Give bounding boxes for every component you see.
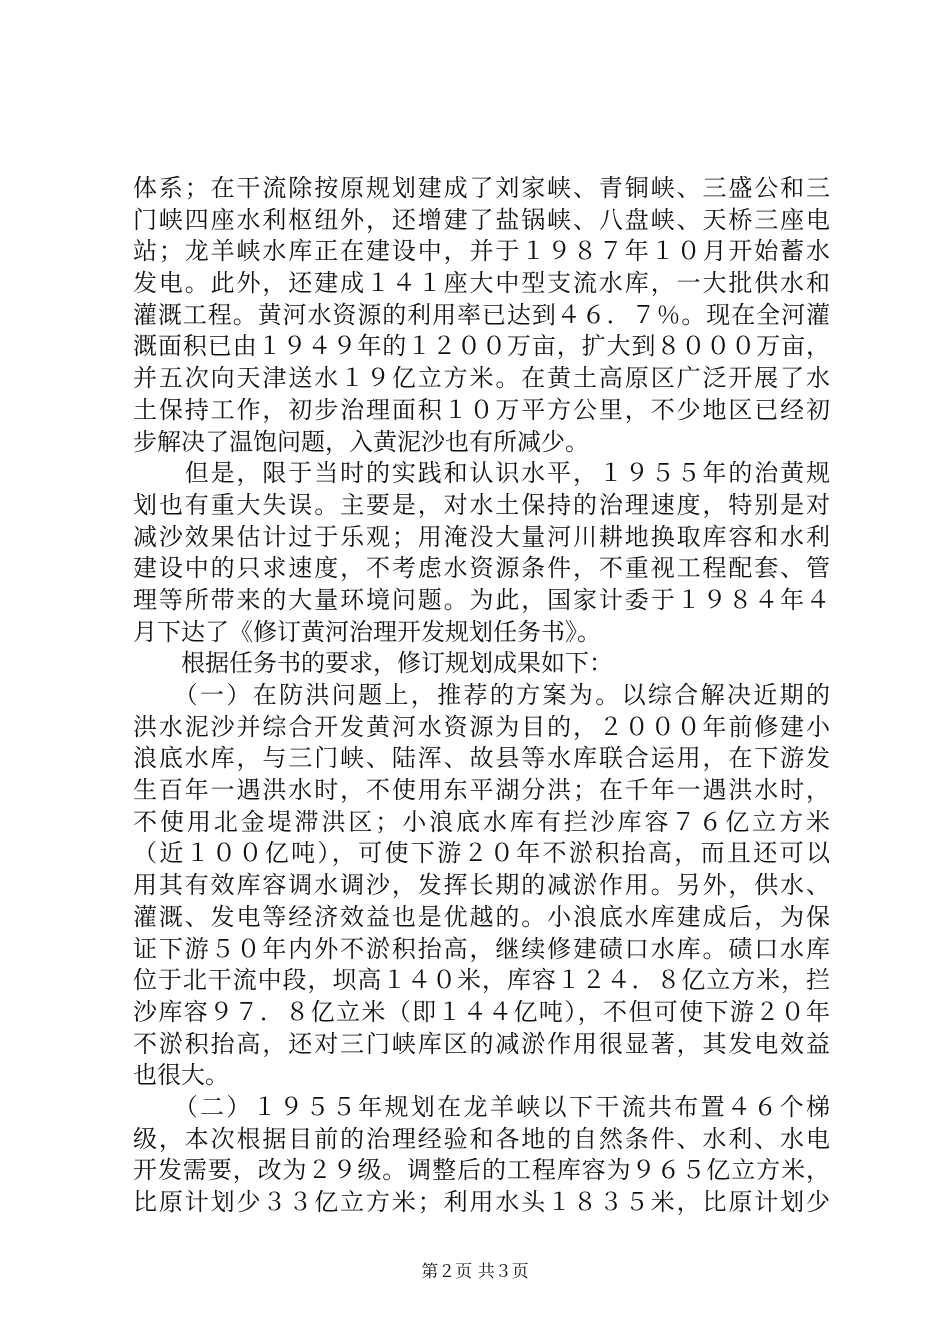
text-line: 减沙效果估计过于乐观；用淹没大量河川耕地换取库容和水利 <box>133 522 830 551</box>
text-line: 并五次向天津送水１９亿立方米。在黄土高原区广泛开展了水 <box>133 364 830 393</box>
text-line: 划也有重大失误。主要是，对水土保持的治理速度，特别是对 <box>133 490 830 519</box>
text-line: 灌溉、发电等经济效益也是优越的。小浪底水库建成后，为保 <box>133 902 830 931</box>
text-line: 土保持工作，初步治理面积１０万平方公里，不少地区已经初 <box>133 395 830 424</box>
text-line: 不使用北金堤滞洪区；小浪底水库有拦沙库容７６亿立方米 <box>133 807 830 836</box>
text-line: 步解决了温饱问题，入黄泥沙也有所减少。 <box>133 427 589 456</box>
text-line: 发电。此外，还建成１４１座大中型支流水库，一大批供水和 <box>133 269 830 298</box>
text-line: 灌溉工程。黄河水资源的利用率已达到４６．７％。现在全河灌 <box>133 300 830 329</box>
text-line: 洪水泥沙并综合开发黄河水资源为目的，２０００年前修建小 <box>133 712 830 741</box>
text-line: 比原计划少３３亿立方米；利用水头１８３５米，比原计划少 <box>133 1188 830 1216</box>
text-line: 建设中的只求速度，不考虑水资源条件，不重视工程配套、管 <box>133 554 830 583</box>
text-line: 理等所带来的大量环境问题。为此，国家计委于１９８４年４ <box>133 585 830 614</box>
text-line: 体系；在干流除按原规划建成了刘家峡、青铜峡、三盛公和三 <box>133 174 830 202</box>
text-line: 级，本次根据目前的治理经验和各地的自然条件、水利、水电 <box>133 1124 830 1153</box>
text-line: 浪底水库，与三门峡、陆浑、故县等水库联合运用，在下游发 <box>133 744 830 773</box>
text-line: 站；龙羊峡水库正在建设中，并于１９８７年１０月开始蓄水 <box>133 237 830 266</box>
text-line: 溉面积已由１９４９年的１２００万亩，扩大到８０００万亩， <box>133 332 830 361</box>
text-line: 证下游５０年内外不淤积抬高，继续修建碛口水库。碛口水库 <box>133 934 830 963</box>
document-body <box>133 173 830 1219</box>
text-line: （近１００亿吨），可使下游２０年不淤积抬高，而且还可以 <box>133 839 830 868</box>
text-line: 但是，限于当时的实践和认识水平，１９５５年的治黄规 <box>133 459 830 488</box>
text-line: 开发需要，改为２９级。调整后的工程库容为９６５亿立方米， <box>133 1156 830 1185</box>
text-line: 位于北干流中段，坝高１４０米，库容１２４．８亿立方米，拦 <box>133 966 830 995</box>
text-line: 根据任务书的要求，修订规划成果如下： <box>133 649 613 678</box>
text-line: （二）１９５５年规划在龙羊峡以下干流共布置４６个梯 <box>133 1092 830 1121</box>
text-line: 不淤积抬高，还对三门峡库区的减淤作用很显著，其发电效益 <box>133 1029 830 1058</box>
text-line: 门峡四座水利枢纽外，还增建了盐锅峡、八盘峡、天桥三座电 <box>133 205 830 234</box>
page-number-footer: 第２页 共３页 <box>421 1262 529 1282</box>
text-line: 生百年一遇洪水时，不使用东平湖分洪；在千年一遇洪水时， <box>133 776 830 805</box>
text-line: 用其有效库容调水调沙，发挥长期的减淤作用。另外，供水、 <box>133 871 830 900</box>
text-line: 沙库容９７．８亿立米（即１４４亿吨），不但可使下游２０年 <box>133 997 830 1026</box>
text-line: 月下达了《修订黄河治理开发规划任务书》。 <box>133 617 601 646</box>
text-line: （一）在防洪问题上，推荐的方案为。以综合解决近期的 <box>133 681 830 709</box>
text-line: 也很大。 <box>133 1061 229 1090</box>
